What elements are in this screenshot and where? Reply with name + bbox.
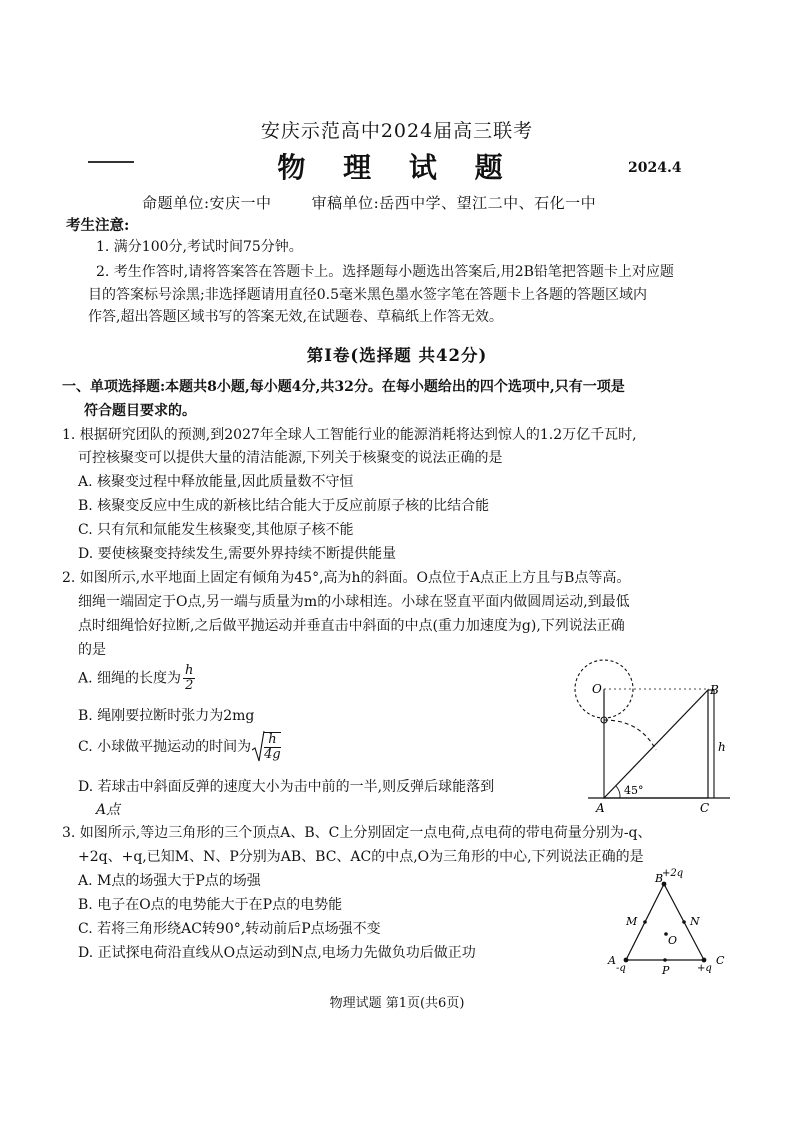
q2-label-h: h bbox=[718, 740, 726, 754]
q2-incline bbox=[604, 690, 708, 798]
part-instructions-line-1: 一、单项选择题:本题共8小题,每小题4分,共32分。在每小题给出的四个选项中,只有一项是 bbox=[62, 379, 625, 395]
q2-label-a: A bbox=[596, 801, 605, 815]
q2-option-a-fraction: $\frac{h}{2}$ bbox=[185, 663, 194, 693]
q1-stem-line-2: 可控核聚变可以提供大量的清洁能源,下列关于核聚变的说法正确的是 bbox=[78, 450, 503, 466]
reviewer-unit: 审稿单位:岳西中学、望江二中、石化一中 bbox=[311, 194, 597, 212]
q2-label-b: B bbox=[710, 683, 719, 697]
q2-option-c bbox=[78, 730, 281, 764]
q3-stem-line-2: +2q、+q,已知M、N、P分别为AB、BC、AC的中点,O为三角形的中心,下列说法正确的是 bbox=[78, 849, 644, 865]
q3-figure bbox=[600, 864, 740, 980]
q1-stem-line-1: 1. 根据研究团队的预测,到2027年全球人工智能行业的能源消耗将达到惊人的1.2万亿千瓦时, bbox=[62, 427, 637, 443]
q3-charge-a: -q bbox=[616, 963, 626, 974]
q2-label-o: O bbox=[592, 682, 602, 696]
q3-charge-b: +2q bbox=[662, 868, 684, 879]
q2-option-d-line-1: D. 若球击中斜面反弹的速度大小为击中前的一半,则反弹后球能落到 bbox=[78, 779, 495, 795]
q3-label-o: O bbox=[668, 934, 678, 947]
notice-heading: 考生注意: bbox=[66, 217, 130, 234]
q3-stem-line-1: 3. 如图所示,等边三角形的三个顶点A、B、C上分别固定一点电荷,点电荷的带电荷量分别为-q、 bbox=[62, 825, 652, 841]
q3-charge-c: +q bbox=[697, 963, 712, 974]
q1-option-a: A. 核聚变过程中释放能量,因此质量数不守恒 bbox=[78, 474, 354, 490]
q3-option-d: D. 正试探电荷沿直线从O点运动到N点,电场力先做负功后做正功 bbox=[78, 945, 476, 961]
q2-option-c-sqrt: $\frac{h}{4g}$ bbox=[251, 730, 281, 764]
notice-item-2-line-2: 目的答案标号涂黑;非选择题请用直径0.5毫米黑色墨水签字笔在答题卡上各题的答题区域内 bbox=[88, 287, 647, 303]
setter-unit: 命题单位:安庆一中 bbox=[142, 194, 272, 212]
q3-label-m: M bbox=[626, 915, 638, 928]
q3-label-n: N bbox=[690, 915, 700, 928]
q1-option-d: D. 要使核聚变持续发生,需要外界持续不断提供能量 bbox=[78, 546, 397, 562]
q2-projectile-path bbox=[604, 720, 656, 750]
q3-label-p: P bbox=[662, 964, 670, 977]
notice-item-1: 1. 满分100分,考试时间75分钟。 bbox=[96, 239, 303, 255]
q2-option-a-text: A. 细绳的长度为 bbox=[78, 670, 182, 687]
q3-option-c: C. 若将三角形绕AC转90°,转动前后P点场强不变 bbox=[78, 921, 381, 937]
q3-label-a: A bbox=[608, 954, 616, 967]
q3-label-c: C bbox=[716, 954, 725, 967]
q2-figure bbox=[560, 648, 740, 820]
section-title: 第Ⅰ卷(选择题 共42分) bbox=[306, 346, 488, 365]
q3-label-b: B bbox=[655, 872, 664, 885]
q1-option-b: B. 核聚变反应中生成的新核比结合能大于反应前原子核的比结合能 bbox=[78, 498, 490, 514]
q3-option-a: A. M点的场强大于P点的场强 bbox=[78, 873, 261, 889]
q3-option-b: B. 电子在O点的电势能大于在P点的电势能 bbox=[78, 897, 343, 913]
q2-option-c-text: C. 小球做平抛运动的时间为 bbox=[78, 739, 252, 755]
q2-stem-line-4: 的是 bbox=[78, 642, 106, 658]
q2-option-d-line-2: A点 bbox=[96, 802, 121, 818]
part-instructions-line-2: 符合题目要求的。 bbox=[84, 403, 196, 419]
notice-item-2-line-3: 作答,超出答题区域书写的答案无效,在试题卷、草稿纸上作答无效。 bbox=[88, 309, 503, 325]
q2-angle-label: 45° bbox=[624, 784, 644, 797]
q1-option-c: C. 只有氘和氚能发生核聚变,其他原子核不能 bbox=[78, 522, 354, 538]
exam-units bbox=[142, 192, 596, 213]
q2-label-c: C bbox=[700, 801, 710, 815]
q2-stem-line-2: 细绳一端固定于O点,另一端与质量为m的小球相连。小球在竖直平面内做圆周运动,到最低 bbox=[78, 594, 630, 610]
page-footer: 物理试题 第1页(共6页) bbox=[329, 996, 465, 1011]
q2-option-a bbox=[78, 664, 197, 693]
page-title: 物 理 试 题 bbox=[277, 151, 517, 184]
notice-item-2-line-1: 2. 考生作答时,请将答案答在答题卡上。选择题每小题选出答案后,用2B铅笔把答题卡上对应题 bbox=[96, 264, 674, 280]
exam-supertitle: 安庆示范高中2024届高三联考 bbox=[260, 120, 534, 142]
exam-date: 2024.4 bbox=[628, 160, 682, 176]
q2-stem-line-1: 2. 如图所示,水平地面上固定有倾角为45°,高为h的斜面。O点位于A点正上方且与B点等高。 bbox=[62, 570, 631, 586]
q2-stem-line-3: 点时细绳恰好拉断,之后做平抛运动并垂直击中斜面的中点(重力加速度为g),下列说法正确 bbox=[78, 618, 625, 634]
q2-option-b: B. 绳刚要拉断时张力为2mg bbox=[78, 708, 255, 724]
